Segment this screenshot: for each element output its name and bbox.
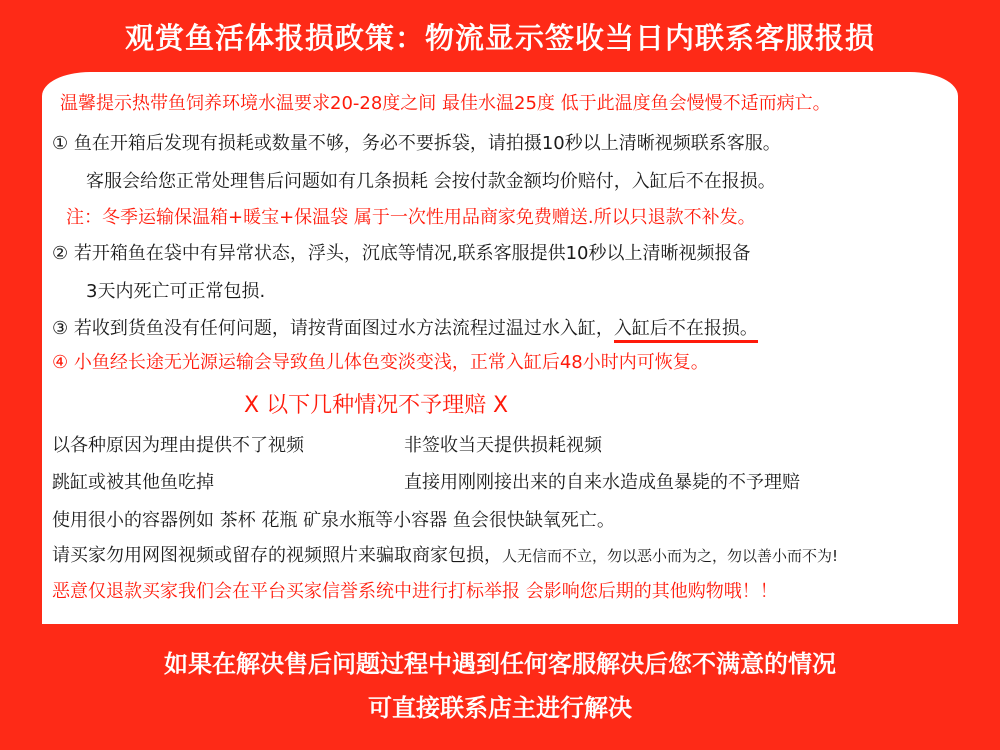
- footer-line-1: 如果在解决售后问题过程中遇到任何客服解决后您不满意的情况: [164, 650, 836, 678]
- exclusion-heading: X 以下几种情况不予理赔 X: [244, 393, 509, 418]
- fraud-warning-proverb: 人无信而不立，勿以恶小而为之，勿以善小而不为!: [502, 547, 839, 565]
- malicious-refund-warning: 恶意仅退款买家我们会在平台买家信誉系统中进行打标举报 会影响您后期的其他购物哦！！: [52, 581, 778, 602]
- policy-item-3: [52, 318, 758, 340]
- policy-item-3-underlined: 入缸后不在报损。: [614, 318, 758, 343]
- exclusion-no-video: 以各种原因为理由提供不了视频: [52, 435, 304, 456]
- fraud-warning-text: 请买家勿用网图视频或留存的视频照片来骗取商家包损，: [52, 545, 502, 566]
- policy-item-4: ④ 小鱼经长途无光源运输会导致鱼儿体色变淡变浅，正常入缸后48小时内可恢复。: [52, 352, 709, 373]
- fraud-warning: [52, 545, 838, 567]
- exclusion-late-video: 非签收当天提供损耗视频: [404, 435, 602, 456]
- policy-item-3-text: ③ 若收到货鱼没有任何问题，请按背面图过水方法流程过温过水入缸，: [52, 318, 614, 339]
- footer-line-2: 可直接联系店主进行解决: [368, 694, 632, 722]
- policy-item-1: ① 鱼在开箱后发现有损耗或数量不够，务必不要拆袋，请拍摄10秒以上清晰视频联系客服。: [52, 133, 781, 154]
- winter-shipping-note: 注：冬季运输保温箱+暖宝+保温袋 属于一次性用品商家免费赠送.所以只退款不补发。: [66, 207, 756, 228]
- policy-item-2: ② 若开箱鱼在袋中有异常状态，浮头，沉底等情况,联系客服提供10秒以上清晰视频报备: [52, 243, 751, 264]
- exclusion-tap-water: 直接用刚刚接出来的自来水造成鱼暴毙的不予理赔: [404, 472, 800, 493]
- policy-item-1-continued: 客服会给您正常处理售后问题如有几条损耗 会按付款金额均价赔付，入缸后不在报损。: [86, 171, 776, 192]
- page-title: 观赏鱼活体报损政策：物流显示签收当日内联系客服报损: [124, 20, 875, 55]
- policy-item-2-continued: 3天内死亡可正常包损.: [86, 281, 266, 302]
- exclusion-jumped-eaten: 跳缸或被其他鱼吃掉: [52, 472, 214, 493]
- temperature-notice: 温馨提示热带鱼饲养环境水温要求20-28度之间 最佳水温25度 低于此温度鱼会慢慢不适而病亡。: [60, 93, 831, 114]
- exclusion-small-container: 使用很小的容器例如 茶杯 花瓶 矿泉水瓶等小容器 鱼会很快缺氧死亡。: [52, 510, 615, 531]
